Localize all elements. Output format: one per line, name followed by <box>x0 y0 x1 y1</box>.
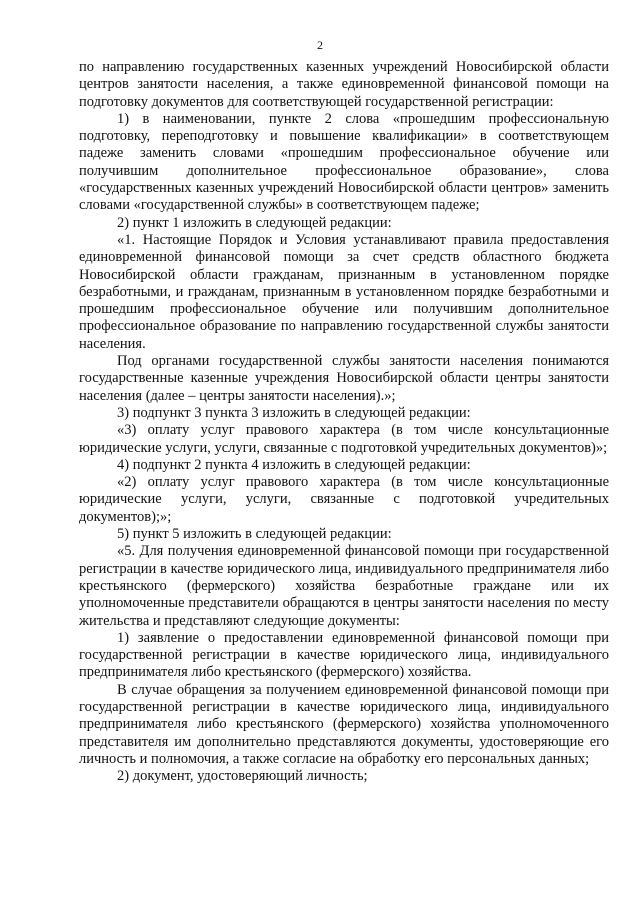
paragraph: 3) подпункт 3 пункта 3 изложить в следующей редакции: <box>117 404 471 421</box>
paragraph: «1. Настоящие Порядок и Условия устанавливают правила предоставления единовременной финансовой помощи за счет средств областного бюджета Новосибирской области гражданам, признанным в установленном порядке безработными, и гражданам, признанным в установленном порядке безработными и прошедшим профессиональное обучение или получившим дополнительное профессиональное образование по направлению государственной службы занятости населения. <box>79 231 609 352</box>
paragraph: «5. Для получения единовременной финансовой помощи при государственной регистрации в качестве юридического лица, индивидуального предпринимателя либо крестьянского (фермерского) хозяйства безработные граждане или их уполномоченные представители обращаются в центры занятости населения по месту жительства и представляют следующие документы: <box>79 543 609 629</box>
paragraph: 5) пункт 5 изложить в следующей редакции: <box>117 526 392 543</box>
paragraph: 2) пункт 1 изложить в следующей редакции: <box>117 214 392 231</box>
paragraph: В случае обращения за получением единовременной финансовой помощи при государственной регистрации в качестве юридического лица, индивидуального предпринимателя либо крестьянского (фермерского) хозяйства уполномоченного представителя им дополнительно представляются документы, удостоверяющие его личность и полномочия, а также согласие на обработку его персональных данных; <box>79 681 609 767</box>
page-number: 2 <box>317 38 323 52</box>
paragraph: Под органами государственной службы занятости населения понимаются государственные казенные учреждения Новосибирской области центры занятости населения (далее – центры занятости населения).»; <box>79 353 609 404</box>
paragraph: 1) в наименовании, пункте 2 слова «прошедшим профессиональную подготовку, переподготовку и повышение квалификации» в соответствующем падеже заменить словами «прошедшим профессиональное обучение или получившим дополнительное профессиональное образование», слова «государственных казенных учреждений Новосибирской области центров» заменить словами «государственной службы» в соответствующем падеже; <box>79 110 609 214</box>
paragraph: 4) подпункт 2 пункта 4 изложить в следующей редакции: <box>117 456 471 473</box>
paragraph: 2) документ, удостоверяющий личность; <box>117 768 368 785</box>
paragraph: 1) заявление о предоставлении единовременной финансовой помощи при государственной регистрации в качестве юридического лица, индивидуального предпринимателя либо крестьянского (фермерского) хозяйства. <box>79 629 609 681</box>
document-body <box>79 59 609 785</box>
paragraph: «2) оплату услуг правового характера (в том числе консультационные юридические услуги, услуги, связанные с подготовкой учредительных документов);»; <box>79 474 609 525</box>
paragraph: «3) оплату услуг правового характера (в том числе консультационные юридические услуги, услуги, связанные с подготовкой учредительных документов)»; <box>79 422 609 456</box>
paragraph: по направлению государственных казенных учреждений Новосибирской области центров занятости населения, а также единовременной финансовой помощи на подготовку документов для соответствующей государственной регистрации: <box>79 59 609 110</box>
